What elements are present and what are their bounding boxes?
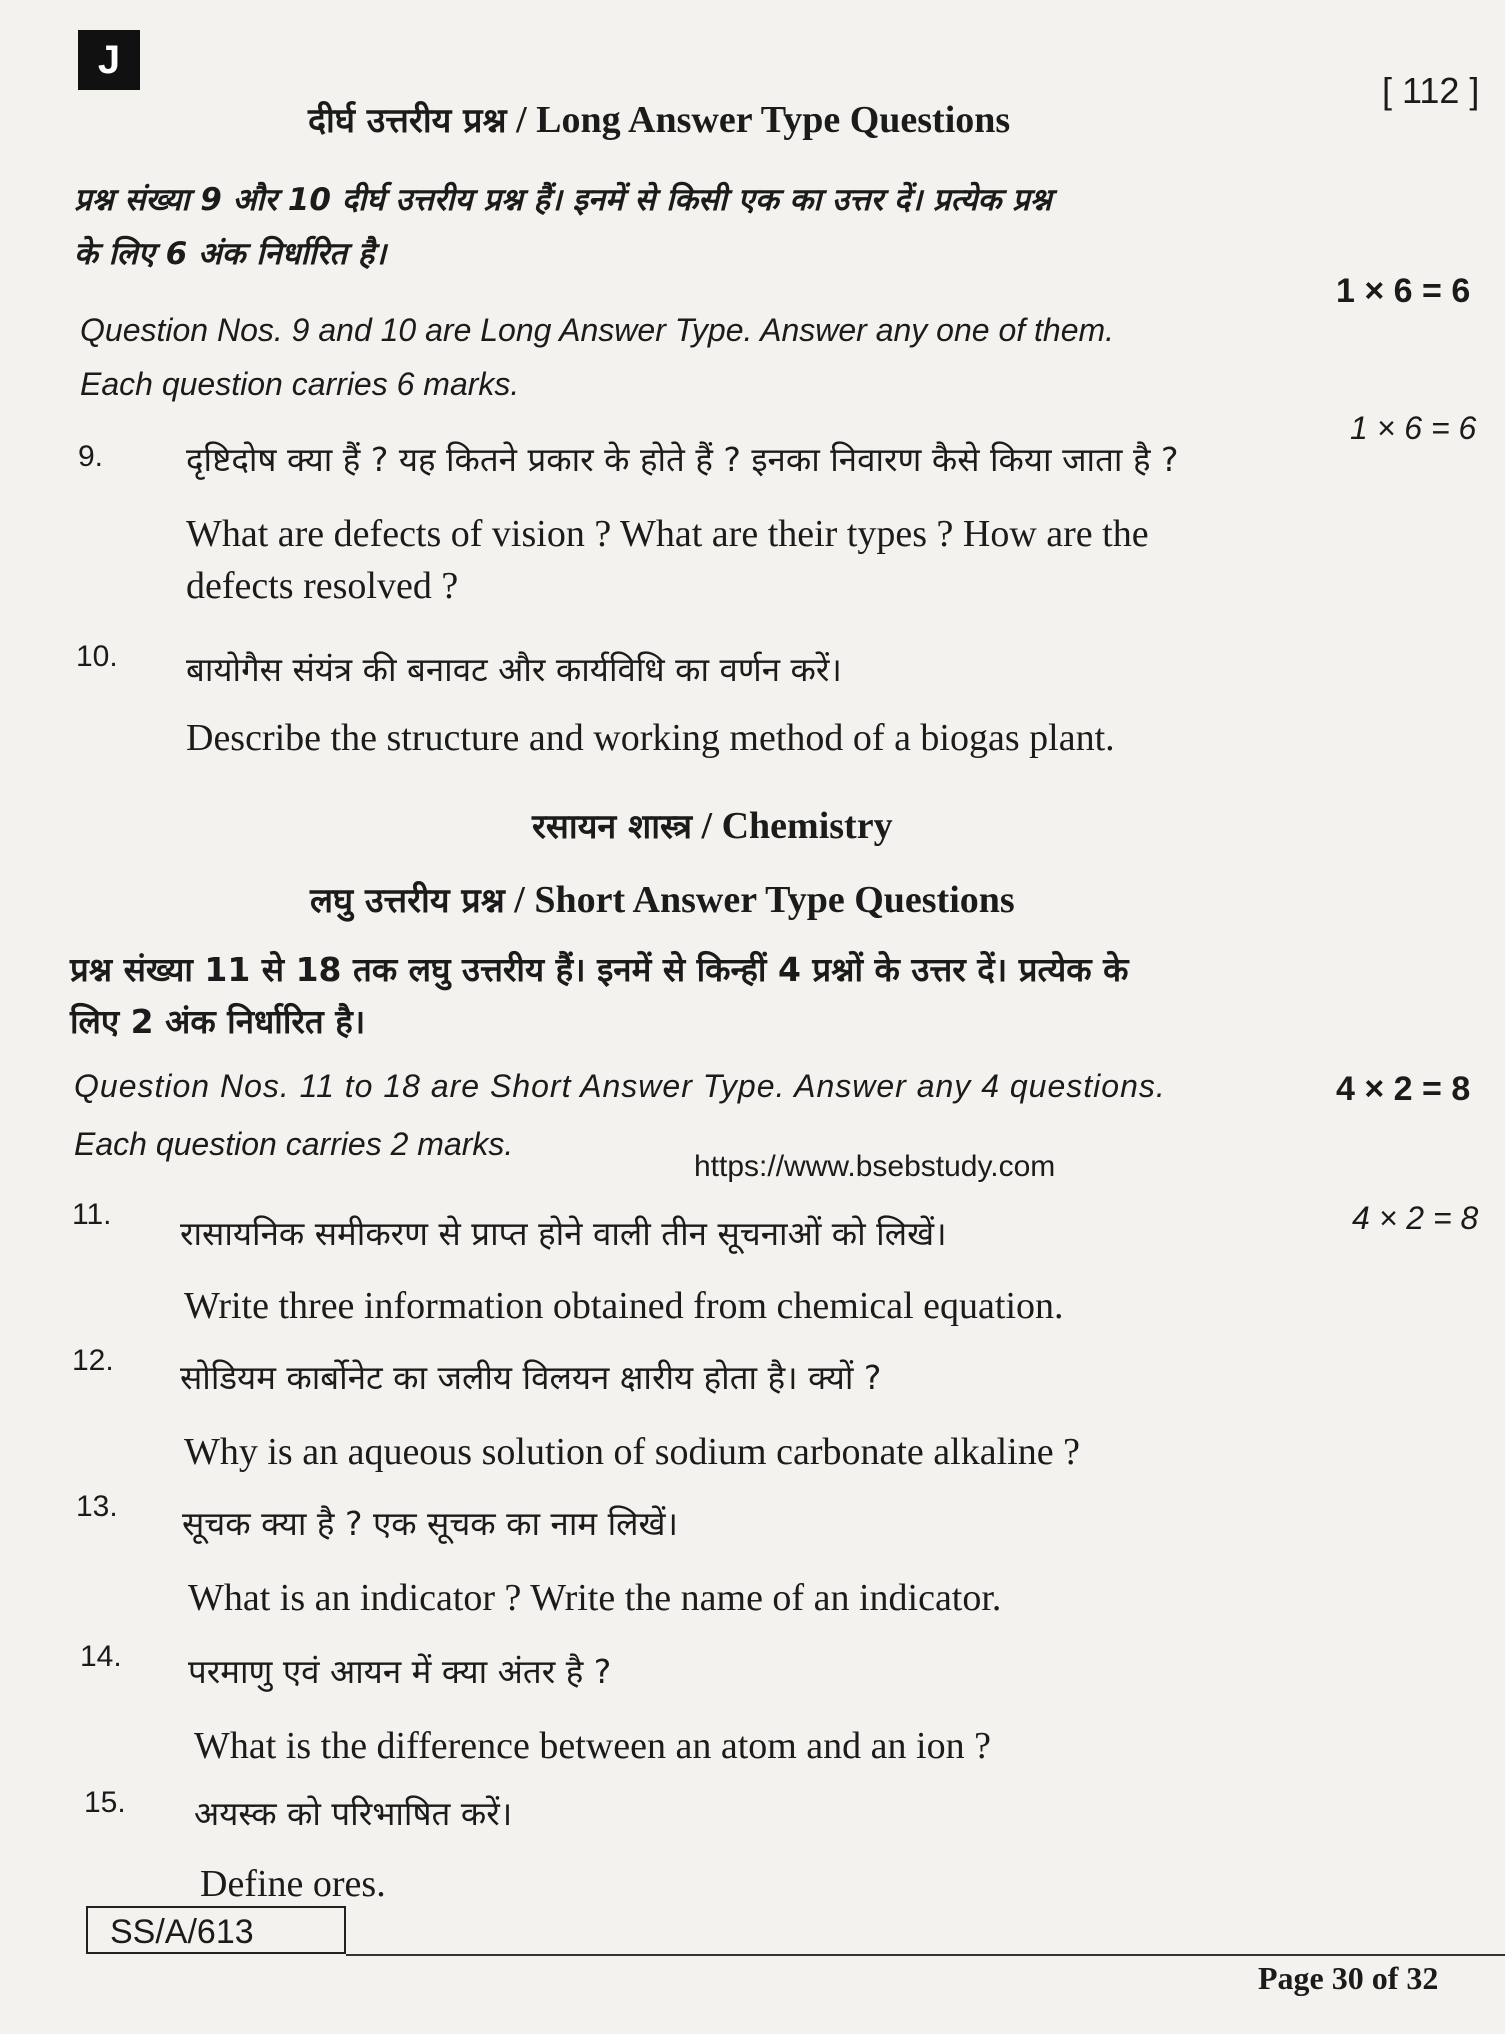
short-instructions-en-line1: Question Nos. 11 to 18 are Short Answer Type. Answer any 4 questions. <box>74 1068 1166 1104</box>
long-answer-heading <box>308 96 1010 142</box>
short-answer-heading-sep: / <box>504 879 535 921</box>
section-tag: J <box>78 30 140 90</box>
question-text-hi: रासायनिक समीकरण से प्राप्त होने वाली तीन सूचनाओं को लिखें। <box>180 1214 947 1253</box>
page-code: [ 112 ] <box>1382 70 1480 111</box>
subject-heading-hi: रसायन शास्त्र <box>532 807 693 847</box>
short-instructions-hi-line1: प्रश्न संख्या 11 से 18 तक लघु उत्तरीय हैं। इनमें से किन्हीं 4 प्रश्नों के उत्तर दें। प्रत्येक के <box>70 950 1129 989</box>
question-number: 12. <box>72 1344 114 1377</box>
question-number: 10. <box>76 640 118 673</box>
source-url[interactable]: https://www.bsebstudy.com <box>694 1150 1056 1183</box>
long-instructions-en-line1: Question Nos. 9 and 10 are Long Answer Type. Answer any one of them. <box>80 312 1115 348</box>
page-number: Page 30 of 32 <box>1258 1960 1439 1996</box>
question-text-hi: बायोगैस संयंत्र की बनावट और कार्यविधि का वर्णन करें। <box>186 650 842 689</box>
question-text-hi: अयस्क को परिभाषित करें। <box>194 1794 513 1833</box>
short-marks-hi: 4 × 2 = 8 <box>1336 1070 1471 1108</box>
question-number: 15. <box>84 1786 126 1819</box>
question-text-en: Define ores. <box>200 1863 386 1905</box>
short-answer-heading-hi: लघु उत्तरीय प्रश्न <box>310 881 505 921</box>
question-text-hi: सूचक क्या है ? एक सूचक का नाम लिखें। <box>182 1504 679 1543</box>
question-text-en-cont: defects resolved ? <box>186 565 459 607</box>
subject-heading-en: Chemistry <box>721 805 893 847</box>
long-answer-heading-sep: / <box>506 99 537 141</box>
subject-heading <box>532 802 893 848</box>
question-text-hi: दृष्टिदोष क्या हैं ? यह कितने प्रकार के होते हैं ? इनका निवारण कैसे किया जाता है ? <box>186 440 1179 479</box>
short-marks-en: 4 × 2 = 8 <box>1352 1200 1479 1236</box>
long-instructions-en-line2: Each question carries 6 marks. <box>80 366 520 402</box>
short-instructions-en-line2: Each question carries 2 marks. <box>74 1126 514 1162</box>
subject-heading-sep: / <box>692 805 722 847</box>
long-answer-heading-en: Long Answer Type Questions <box>536 99 1011 141</box>
long-instructions-hi-line2: के लिए 6 अंक निर्धारित है। <box>74 236 386 272</box>
short-answer-heading <box>310 876 1015 922</box>
long-answer-heading-hi: दीर्घ उत्तरीय प्रश्न <box>308 101 507 141</box>
question-text-en: Describe the structure and working method of a biogas plant. <box>186 717 1115 759</box>
footer-rule <box>346 1954 1505 1956</box>
question-text-en: What is an indicator ? Write the name of an indicator. <box>188 1577 1002 1619</box>
question-text-en: What are defects of vision ? What are their types ? How are the <box>186 513 1149 555</box>
paper-code: SS/A/613 <box>86 1906 346 1954</box>
long-marks-en: 1 × 6 = 6 <box>1350 410 1477 446</box>
question-text-en: What is the difference between an atom and an ion ? <box>194 1725 991 1767</box>
question-text-hi: सोडियम कार्बोनेट का जलीय विलयन क्षारीय होता है। क्यों ? <box>180 1358 882 1397</box>
question-number: 9. <box>78 440 104 473</box>
question-text-en: Write three information obtained from chemical equation. <box>184 1285 1064 1327</box>
question-number: 11. <box>72 1198 112 1231</box>
question-text-hi: परमाणु एवं आयन में क्या अंतर है ? <box>188 1652 612 1691</box>
short-answer-heading-en: Short Answer Type Questions <box>534 879 1015 921</box>
short-instructions-hi-line2: लिए 2 अंक निर्धारित है। <box>70 1002 366 1041</box>
long-instructions-hi-line1: प्रश्न संख्या 9 और 10 दीर्घ उत्तरीय प्रश्न हैं। इनमें से किसी एक का उत्तर दें। प्रत्येक प्रश्न <box>74 182 1052 218</box>
long-marks-hi: 1 × 6 = 6 <box>1336 272 1471 310</box>
question-number: 14. <box>80 1640 122 1673</box>
question-text-en: Why is an aqueous solution of sodium carbonate alkaline ? <box>184 1431 1080 1473</box>
question-number: 13. <box>76 1490 118 1523</box>
